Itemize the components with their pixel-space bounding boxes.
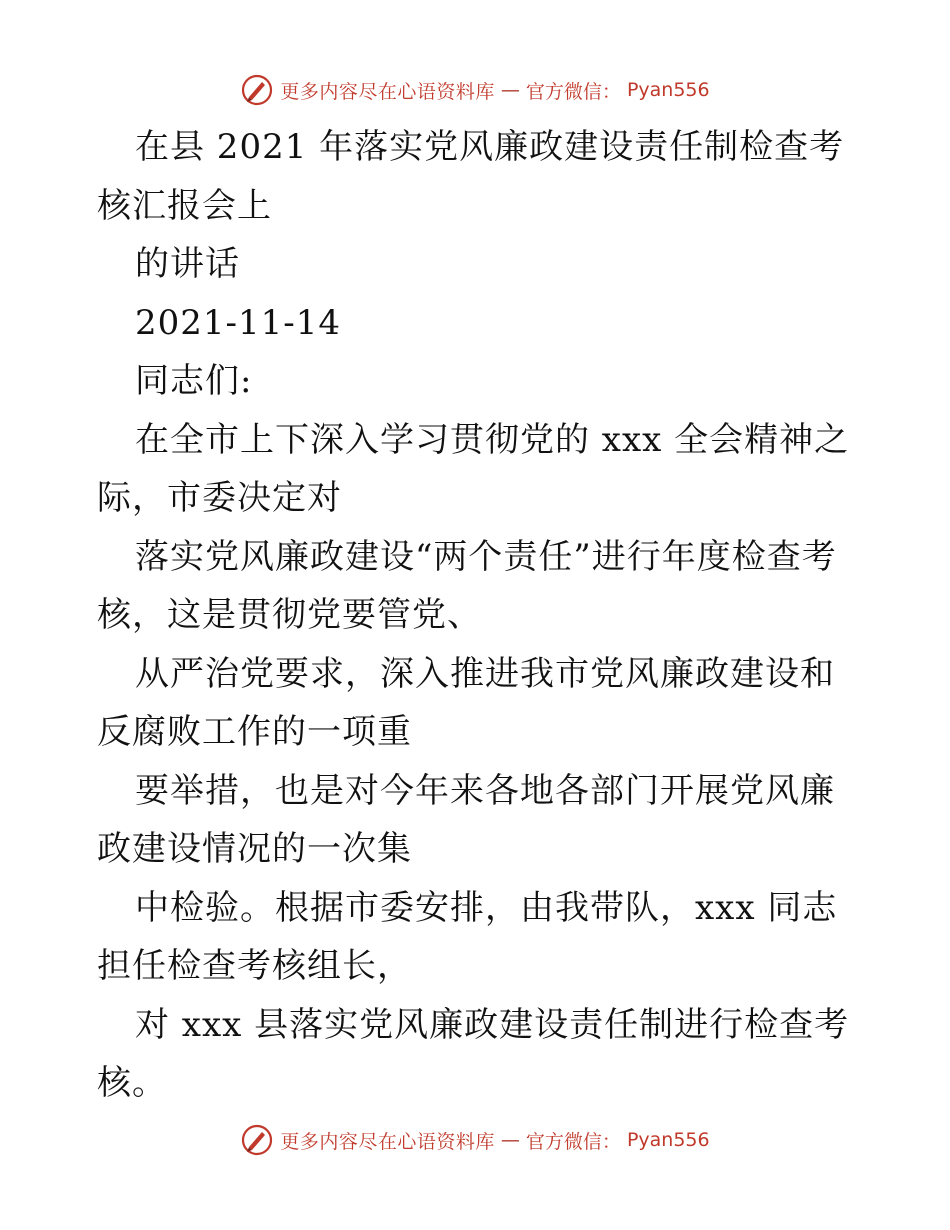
watermark-site-text: 更多内容尽在心语资料库 — [280, 80, 495, 103]
document-paragraph: 落实党风廉政建设“两个责任”进行年度检查考核，这是贯彻党要管党、 — [97, 536, 837, 635]
watermark-wechat-id: Pyan556 — [626, 1129, 710, 1151]
document-body — [97, 118, 857, 1113]
watermark-wechat-label: 官方微信： — [525, 80, 621, 103]
watermark-wechat-id: Pyan556 — [626, 79, 710, 101]
watermark-wechat-label: 官方微信： — [525, 1130, 621, 1153]
watermark-separator: — — [500, 1129, 520, 1151]
document-paragraph: 要举措，也是对今年来各地各部门开展党风廉政建设情况的一次集 — [97, 770, 835, 869]
watermark-separator: — — [500, 79, 520, 101]
document-salutation: 同志们: — [135, 361, 253, 401]
document-title-line-2: 的讲话 — [135, 244, 240, 284]
pen-logo-icon — [240, 73, 274, 107]
pen-logo-icon — [240, 1123, 274, 1157]
document-paragraph: 在全市上下深入学习贯彻党的 xxx 全会精神之际，市委决定对 — [97, 419, 850, 518]
document-date: 2021-11-14 — [135, 302, 342, 343]
document-title-line-1: 在县 2021 年落实党风廉政建设责任制检查考核汇报会上 — [97, 127, 845, 226]
document-paragraph: 对 xxx 县落实党风廉政建设责任制进行检查考核。 — [97, 1004, 850, 1103]
watermark-site-text: 更多内容尽在心语资料库 — [280, 1130, 495, 1153]
footer-watermark — [0, 1120, 950, 1160]
document-paragraph: 从严治党要求，深入推进我市党风廉政建设和反腐败工作的一项重 — [97, 653, 835, 752]
document-paragraph: 中检验。根据市委安排，由我带队，xxx 同志担任检查考核组长， — [97, 887, 838, 986]
header-watermark — [0, 70, 950, 110]
